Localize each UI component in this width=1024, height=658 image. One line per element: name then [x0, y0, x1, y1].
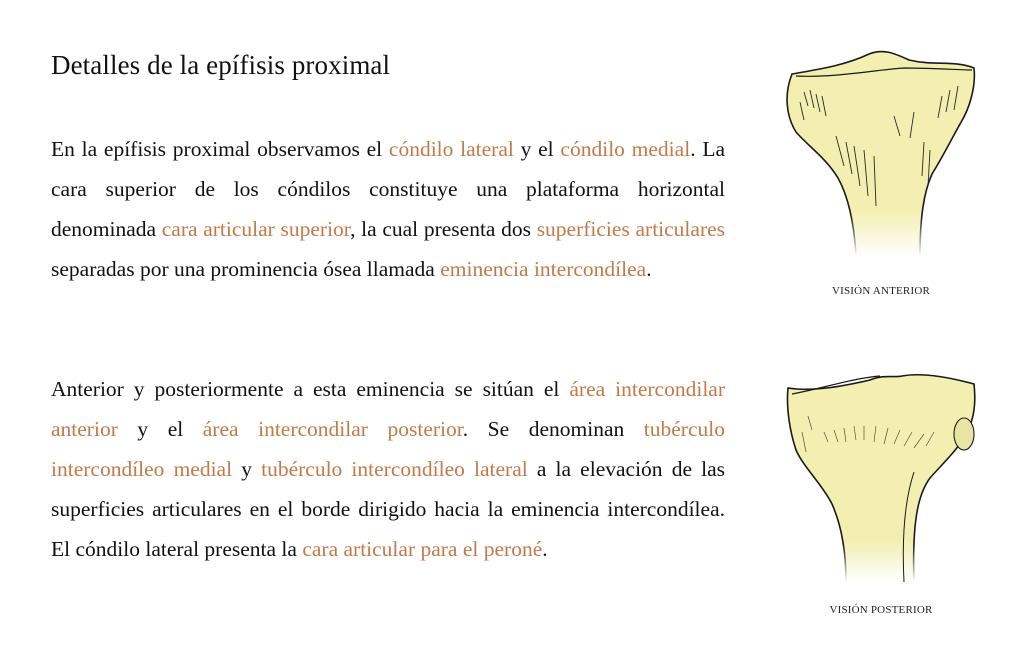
highlighted-term: área intercondilar anterior: [51, 377, 725, 441]
highlighted-term: tubérculo intercondíleo lateral: [261, 457, 528, 481]
highlighted-term: cara articular superior: [161, 217, 351, 241]
text-segment: separadas por una prominencia ósea llamada: [51, 257, 441, 281]
tibia-anterior-illustration: [774, 46, 982, 256]
highlighted-term: superficies articulares: [536, 217, 726, 241]
text-segment: , la cual presenta dos: [350, 217, 537, 241]
text-segment: y: [232, 457, 262, 481]
tibia-posterior-illustration: [784, 372, 980, 582]
text-segment: .: [542, 537, 548, 561]
text-segment: . Se denominan: [462, 417, 644, 441]
text-segment: Anterior y posteriormente a esta eminencia se sitúan el: [51, 377, 570, 401]
text-segment: y el: [117, 417, 203, 441]
text-segment: a la elevación de las superficies articulares en el borde dirigido hacia la eminencia intercondílea. El cóndilo lateral presenta la: [51, 457, 726, 561]
paragraph-intercondylar: [51, 369, 725, 569]
highlighted-term: cóndilo medial: [560, 137, 691, 161]
text-segment: . La cara superior de los cóndilos constituye una plataforma horizontal denominada: [51, 137, 725, 241]
text-segment: En la epífisis proximal observamos el: [51, 137, 389, 161]
highlighted-term: eminencia intercondílea: [440, 257, 647, 281]
text-segment: .: [646, 257, 652, 281]
highlighted-term: cóndilo lateral: [388, 137, 514, 161]
text-segment: y el: [513, 137, 561, 161]
caption-anterior-view: VISIÓN ANTERIOR: [831, 285, 931, 297]
page-title: Detalles de la epífisis proximal: [51, 50, 391, 80]
caption-posterior-view: VISIÓN POSTERIOR: [829, 604, 933, 616]
highlighted-term: tubérculo intercondíleo medial: [51, 417, 725, 481]
highlighted-term: cara articular para el peroné: [302, 537, 543, 561]
highlighted-term: área intercondilar posterior: [202, 417, 463, 441]
paragraph-condyles: [51, 129, 725, 289]
